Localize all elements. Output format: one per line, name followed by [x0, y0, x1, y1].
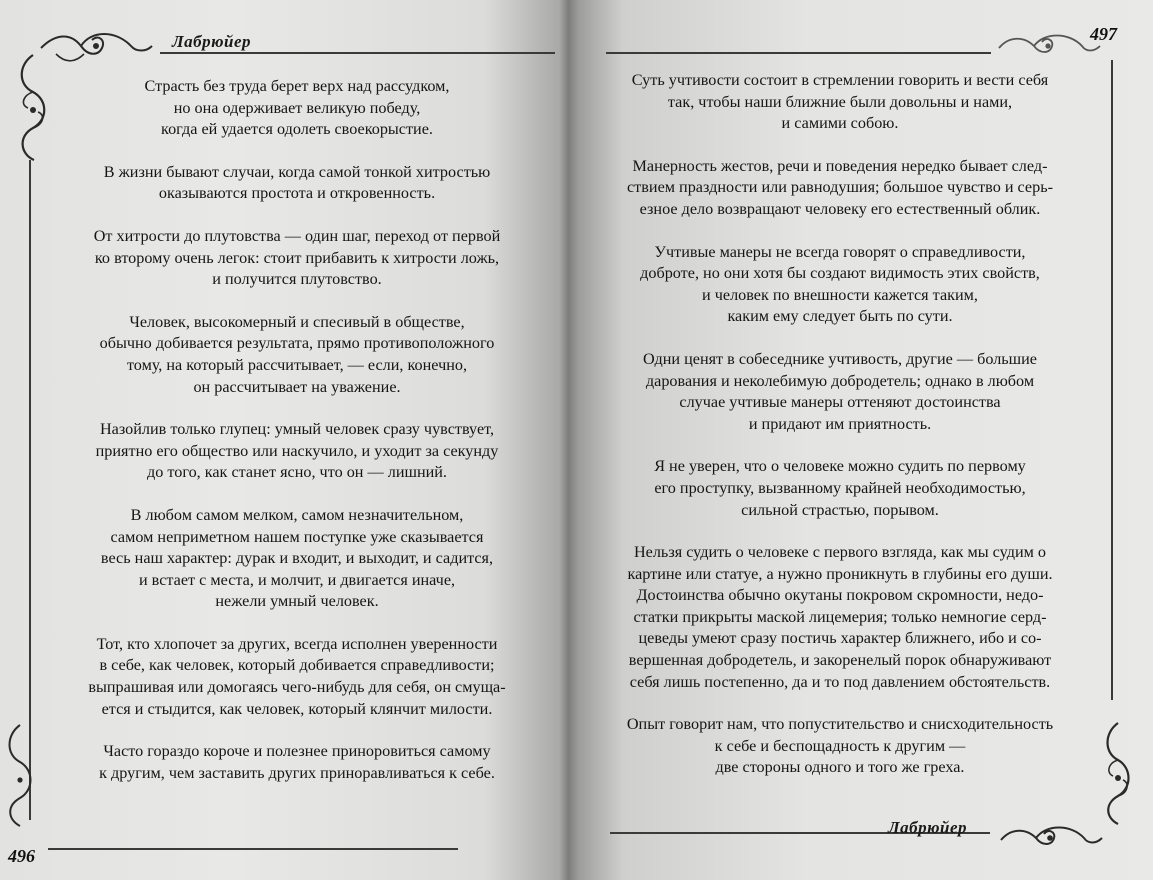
paragraph: Человек, высокомерный и спесивый в обществе, обычно добивается результата, прямо противоположного тому, на который рассчитывает, — если, конечно, он рассчитывает на уважение.	[99, 312, 495, 396]
right-text-column	[602, 70, 1078, 800]
header-rule	[160, 52, 555, 54]
paragraph: Назойлив только глупец: умный человек сразу чувствует, приятно его общество или наскучило, и уходит за секунду до того, как станет ясно, что он — лишний.	[95, 420, 499, 482]
running-head: Лабрюйер	[888, 818, 968, 837]
scroll-ornament-icon	[0, 720, 40, 830]
paragraph: Манерность жестов, речи и поведения нередко бывает след- ствием праздности или равнодушия; большое чувство и серь- езное дело возвращают человеку его естественный облик.	[627, 156, 1053, 218]
paragraph: Нельзя судить о человеке с первого взгляда, как мы судим о картине или статуе, а нужно проникнуть в глубины его души. Достоинства обычно окутаны покровом скромности, недо- статки прикрыты маской лицемерия; только немногие серд- цеведы умеют сразу постичь характер ближнего, ибо и со- вершенная добродетель, и закоренелый порок обнаруживают себя лишь постепенно, да и то под давлением обстоятельств.	[627, 543, 1053, 691]
paragraph: Опыт говорит нам, что попустительство и снисходительность к себе и беспощадность к другим — две стороны одного и того же греха.	[626, 715, 1054, 777]
footer-rule	[48, 848, 458, 850]
paragraph: В любом самом мелком, самом незначительном, самом неприметном нашем поступке уже сказывается весь наш характер: дурак и входит, и выходит, и садится, и встает с места, и молчит, и двигается иначе, нежели умный человек.	[100, 505, 494, 611]
page-number: 496	[8, 846, 35, 866]
paragraph: В жизни бывают случаи, когда самой тонкой хитростью оказываются простота и откровенность.	[103, 162, 491, 203]
paragraph: Я не уверен, что о человеке можно судить по первому его проступку, вызванному крайней необходимостью, сильной страстью, порывом.	[654, 457, 1026, 519]
flourish-ornament-icon	[996, 822, 1106, 858]
flourish-ornament-icon	[994, 30, 1104, 66]
paragraph: От хитрости до плутовства — один шаг, переход от первой ко второму очень легок: стоит прибавить к хитрости ложь, и получится плутовство.	[93, 226, 501, 289]
running-head: Лабрюйер	[172, 32, 252, 51]
right-page	[566, 0, 1153, 880]
left-text-column	[62, 76, 532, 805]
scroll-ornament-icon	[8, 50, 58, 165]
paragraph: Тот, кто хлопочет за других, всегда исполнен уверенности в себе, как человек, который добивается справедливости; выпрашивая или домогаясь чего-нибудь для себя, он смуща- ется и стыдится, как человек, который клянчит милости.	[88, 634, 506, 718]
paragraph: Часто гораздо короче и полезнее приноровиться самому к другим, чем заставить других приноравливаться к себе.	[99, 742, 495, 782]
left-page	[0, 0, 566, 880]
paragraph: Суть учтивости состоит в стремлении говорить и вести себя так, чтобы наши ближние были довольны и нами, и самими собою.	[631, 71, 1049, 133]
paragraph: Одни ценят в собеседнике учтивость, другие — большие дарования и неколебимую добродетель; однако в любом случае учтивые манеры оттеняют достоинства и придают им приятность.	[643, 349, 1037, 433]
page-number: 497	[1090, 24, 1117, 44]
paragraph: Страсть без труда берет верх над рассудком, но она одерживает великую победу, когда ей удается одолеть своекорыстие.	[144, 77, 450, 139]
scroll-ornament-icon	[1096, 718, 1140, 828]
paragraph: Учтивые манеры не всегда говорят о справедливости, доброте, но они хотя бы создают видимость этих свойств, и человек по внешности кажется таким, каким ему следует быть по сути.	[640, 242, 1040, 326]
side-rule	[1111, 60, 1113, 700]
header-rule	[606, 52, 991, 54]
